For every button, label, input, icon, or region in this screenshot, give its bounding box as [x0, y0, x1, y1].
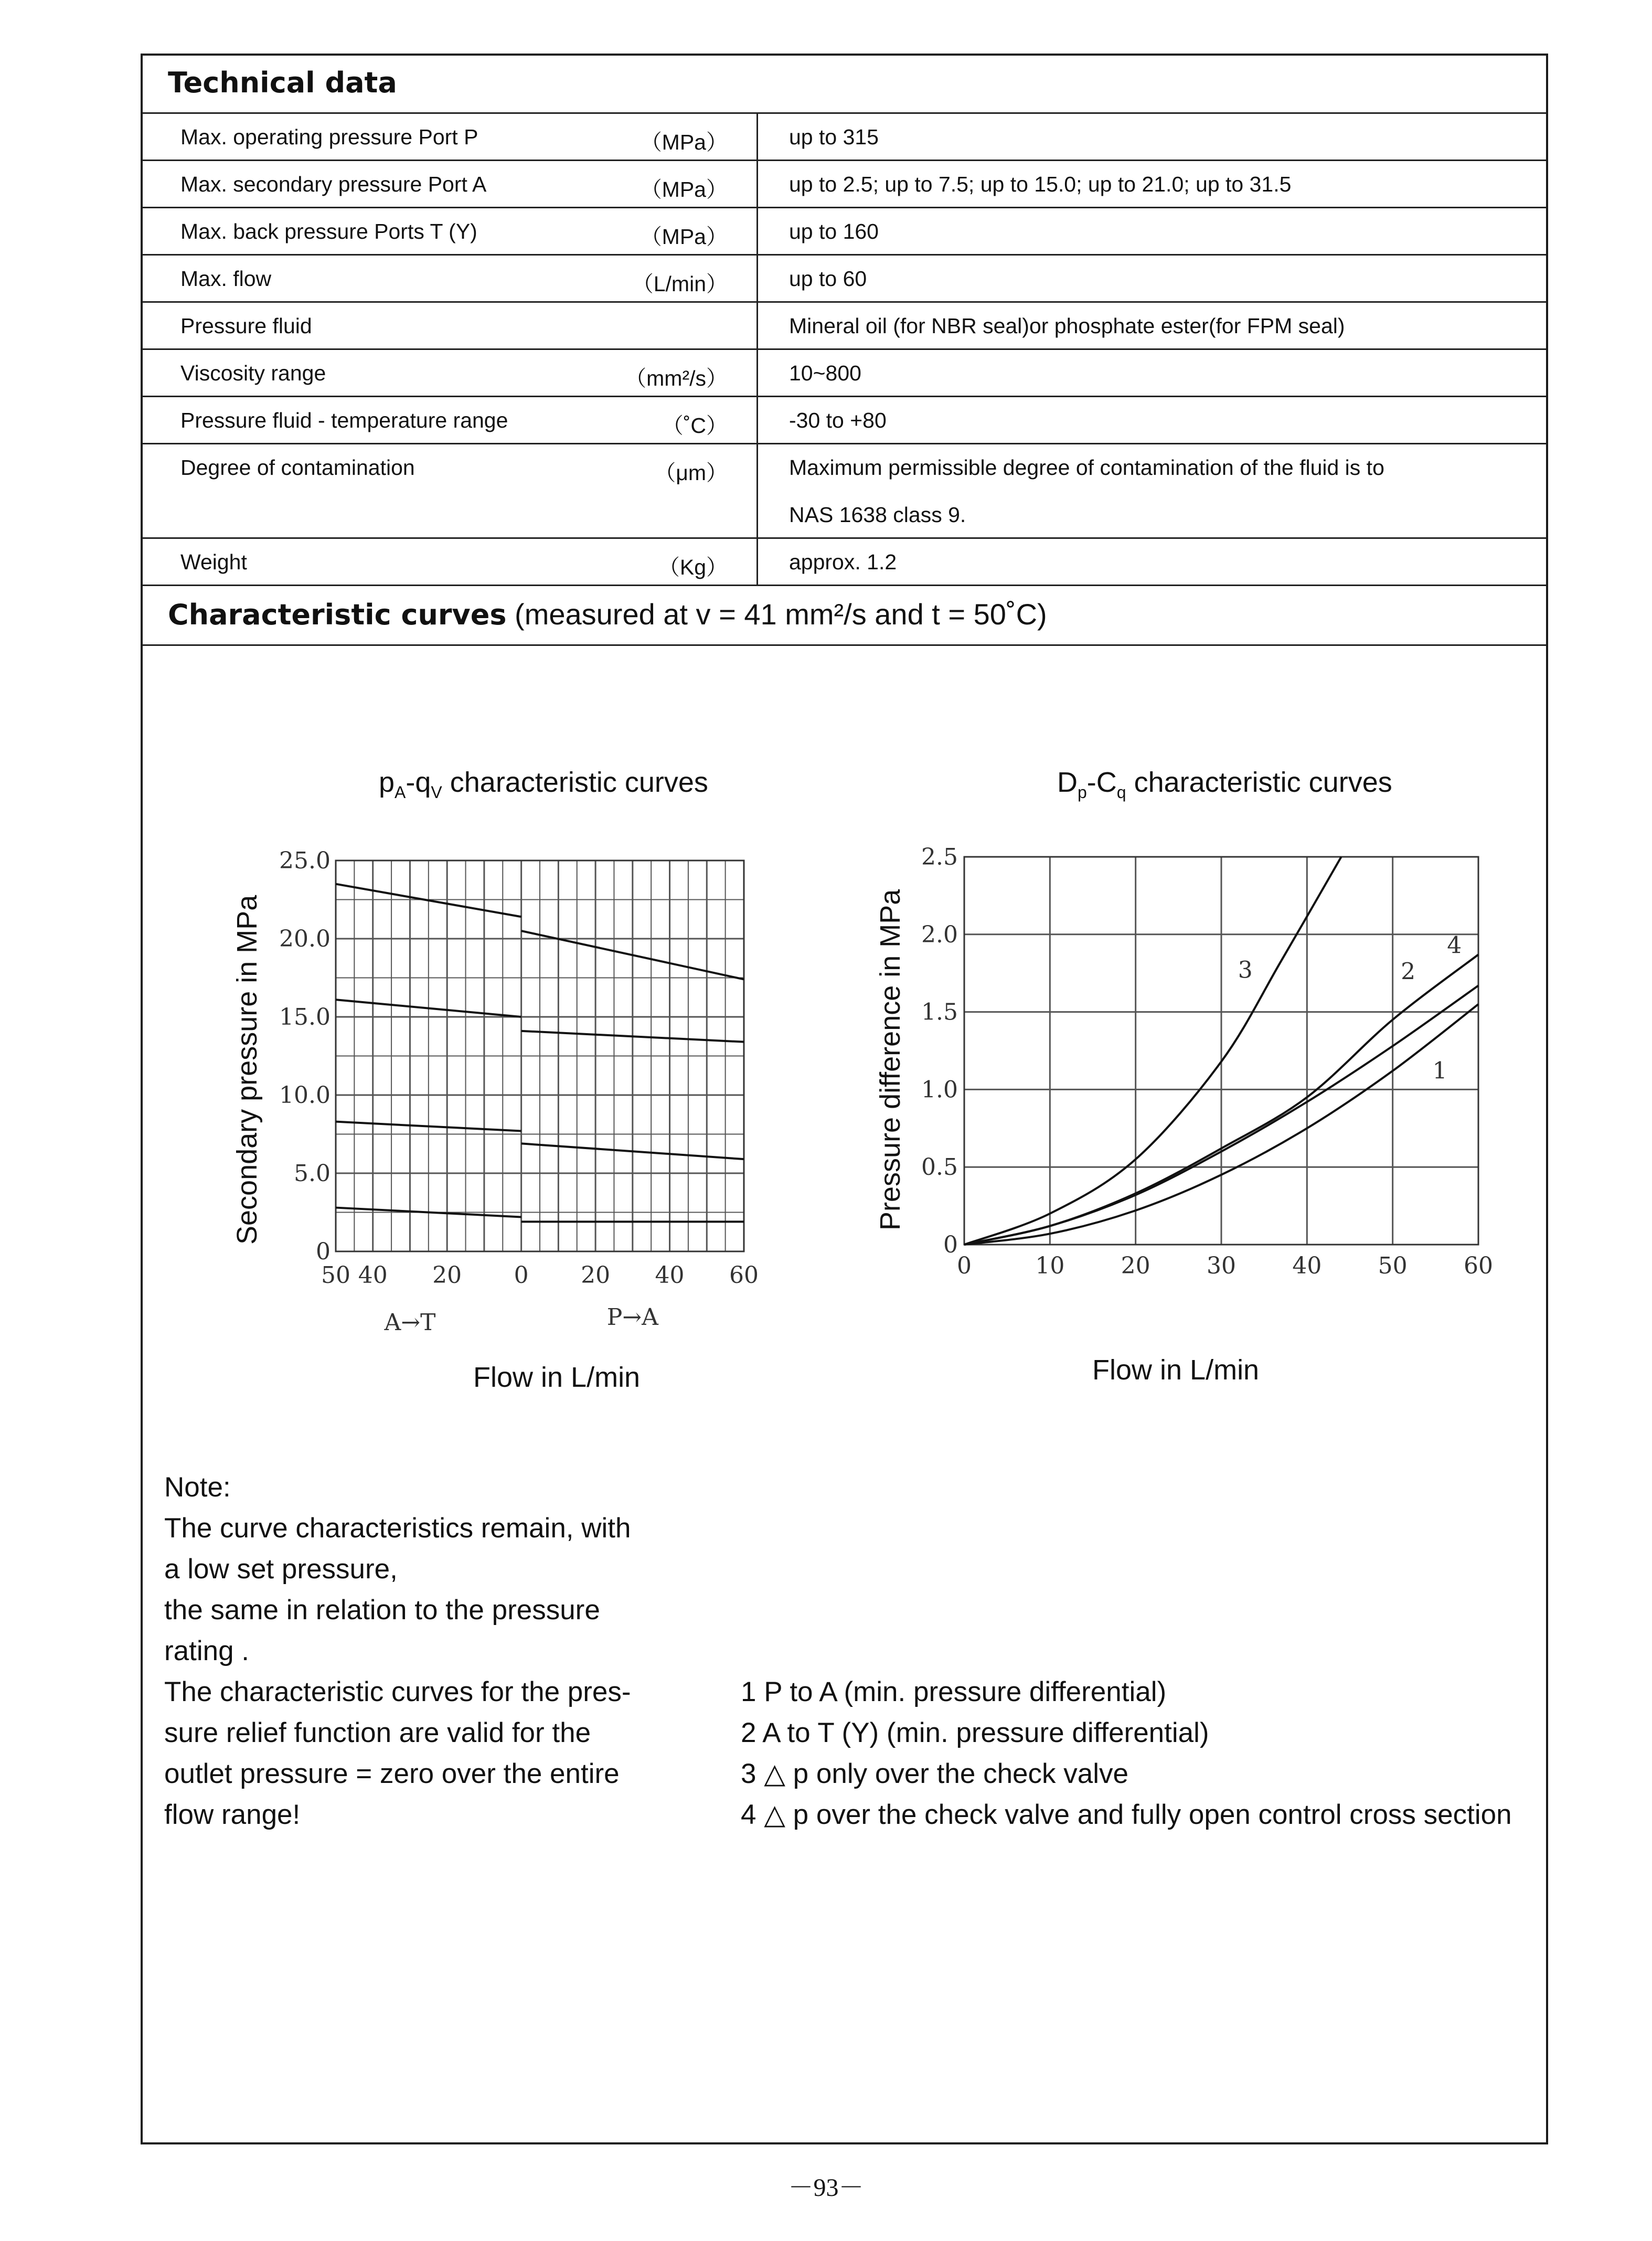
- row-unit: （μm）: [654, 461, 728, 485]
- chart1-y-tick: 20.0: [279, 926, 331, 952]
- chart1-ylabel: Secondary pressure in MPa: [231, 895, 263, 1245]
- chart2-series-label: 4: [1447, 932, 1462, 959]
- row-label: Pressure fluid: [180, 314, 312, 338]
- chart2-series-label: 1: [1432, 1057, 1447, 1085]
- row-unit: （MPa）: [640, 225, 728, 249]
- legend-item: 1 P to A (min. pressure differential): [741, 1676, 1167, 1707]
- chart2-x-tick: 60: [1464, 1252, 1493, 1279]
- chart2-x-tick: 40: [1292, 1252, 1322, 1279]
- row-unit: （MPa）: [640, 130, 728, 154]
- chart1-x-tick: 50: [321, 1262, 350, 1289]
- curves-title-bold: Characteristic curves: [168, 598, 507, 631]
- chart1-title-sub-a: A: [395, 782, 406, 802]
- row-value: up to 60: [789, 267, 867, 291]
- row-unit: （MPa）: [640, 177, 728, 201]
- chart2-xlabel: Flow in L/min: [1092, 1354, 1260, 1386]
- row-label: Max. secondary pressure Port A: [180, 172, 487, 196]
- legend-item: 3 △ p only over the check valve: [741, 1758, 1128, 1789]
- chart1-y-tick: 25.0: [279, 847, 331, 874]
- row-label: Degree of contamination: [180, 455, 415, 480]
- chart1-x-tick: 40: [655, 1262, 685, 1289]
- technical-data-title: Technical data: [168, 66, 397, 99]
- page-number: －93－: [788, 2174, 864, 2202]
- chart1-x-tick: 20: [581, 1262, 611, 1289]
- chart2-y-tick: 0.5: [921, 1154, 958, 1181]
- chart1-xlabel: Flow in L/min: [473, 1362, 641, 1393]
- chart2-ylabel: Pressure difference in MPa: [875, 889, 906, 1230]
- note-line: rating .: [164, 1635, 250, 1666]
- chart1-direction-label-a-t: A→T: [384, 1309, 436, 1336]
- chart1-direction-label-p-a: P→A: [606, 1304, 658, 1331]
- row-label: Max. back pressure Ports T (Y): [180, 219, 477, 243]
- row-label: Viscosity range: [180, 361, 326, 385]
- chart2-title-c: -C: [1086, 767, 1117, 798]
- chart2-x-tick: 30: [1207, 1252, 1236, 1279]
- row-unit: （Kg）: [658, 555, 728, 579]
- chart2-title-sub-q: q: [1116, 782, 1126, 802]
- chart1-y-tick: 15.0: [279, 1004, 331, 1031]
- chart1-y-tick: 0: [316, 1238, 331, 1265]
- legend-item: 4 △ p over the check valve and fully open control cross section: [741, 1799, 1512, 1830]
- row-value: up to 315: [789, 125, 879, 149]
- chart2-y-tick: 1.5: [921, 999, 958, 1026]
- chart1-y-tick: 5.0: [294, 1160, 331, 1187]
- legend-item: 2 A to T (Y) (min. pressure differential): [741, 1717, 1209, 1748]
- row-value: up to 160: [789, 219, 879, 243]
- row-value: Mineral oil (for NBR seal)or phosphate ester(for FPM seal): [789, 314, 1345, 338]
- chart1-x-tick: 40: [358, 1262, 388, 1289]
- curves-title-conditions: (measured at v = 41 mm²/s and t = 50˚C): [506, 598, 1047, 631]
- chart2-y-tick: 2.0: [921, 921, 958, 948]
- note-line: flow range!: [164, 1799, 301, 1830]
- row-unit: （mm²/s）: [625, 366, 728, 390]
- row-unit: （˚C）: [662, 413, 728, 438]
- chart2-series-label: 2: [1401, 958, 1416, 985]
- chart1-title-p: p: [379, 767, 395, 798]
- note-line: The curve characteristics remain, with: [164, 1513, 631, 1544]
- row-label: Pressure fluid - temperature range: [180, 408, 508, 432]
- chart1-title-rest: characteristic curves: [442, 767, 708, 798]
- chart1-title-sub-v: V: [431, 782, 442, 802]
- row-label: Weight: [180, 550, 247, 574]
- row-value: approx. 1.2: [789, 550, 897, 574]
- chart1-x-tick: 60: [729, 1262, 759, 1289]
- row-value-line2: NAS 1638 class 9.: [789, 503, 966, 527]
- row-value: up to 2.5; up to 7.5; up to 15.0; up to 21.0; up to 31.5: [789, 172, 1292, 196]
- row-label: Max. operating pressure Port P: [180, 125, 478, 149]
- note-line: The characteristic curves for the pres-: [164, 1676, 631, 1707]
- chart2-y-tick: 1.0: [921, 1076, 958, 1103]
- chart2-series-label: 3: [1238, 957, 1253, 984]
- chart2-x-tick: 0: [957, 1252, 972, 1279]
- chart2-title-sub-p: p: [1078, 782, 1087, 802]
- chart1-x-tick: 20: [432, 1262, 462, 1289]
- note-line: a low set pressure,: [164, 1554, 398, 1585]
- chart2-title-rest: characteristic curves: [1126, 767, 1392, 798]
- chart1-y-tick: 10.0: [279, 1082, 331, 1109]
- row-value: 10~800: [789, 361, 861, 385]
- note-line: outlet pressure = zero over the entire: [164, 1758, 620, 1789]
- row-label: Max. flow: [180, 267, 272, 291]
- note-line: sure relief function are valid for the: [164, 1717, 591, 1748]
- chart2-title-d: D: [1057, 767, 1078, 798]
- chart2-y-tick: 0: [943, 1231, 958, 1258]
- chart2-y-tick: 2.5: [921, 844, 958, 870]
- row-value: Maximum permissible degree of contamination of the fluid is to: [789, 455, 1384, 480]
- row-unit: （L/min）: [632, 272, 728, 296]
- chart2-x-tick: 20: [1121, 1252, 1150, 1279]
- row-value: -30 to +80: [789, 408, 887, 432]
- chart1-x-tick: 0: [514, 1262, 529, 1289]
- note-line: the same in relation to the pressure: [164, 1595, 600, 1626]
- chart1-title-q: -q: [406, 767, 431, 798]
- note-line: Note:: [164, 1472, 231, 1503]
- chart2-x-tick: 50: [1378, 1252, 1408, 1279]
- chart2-x-tick: 10: [1035, 1252, 1065, 1279]
